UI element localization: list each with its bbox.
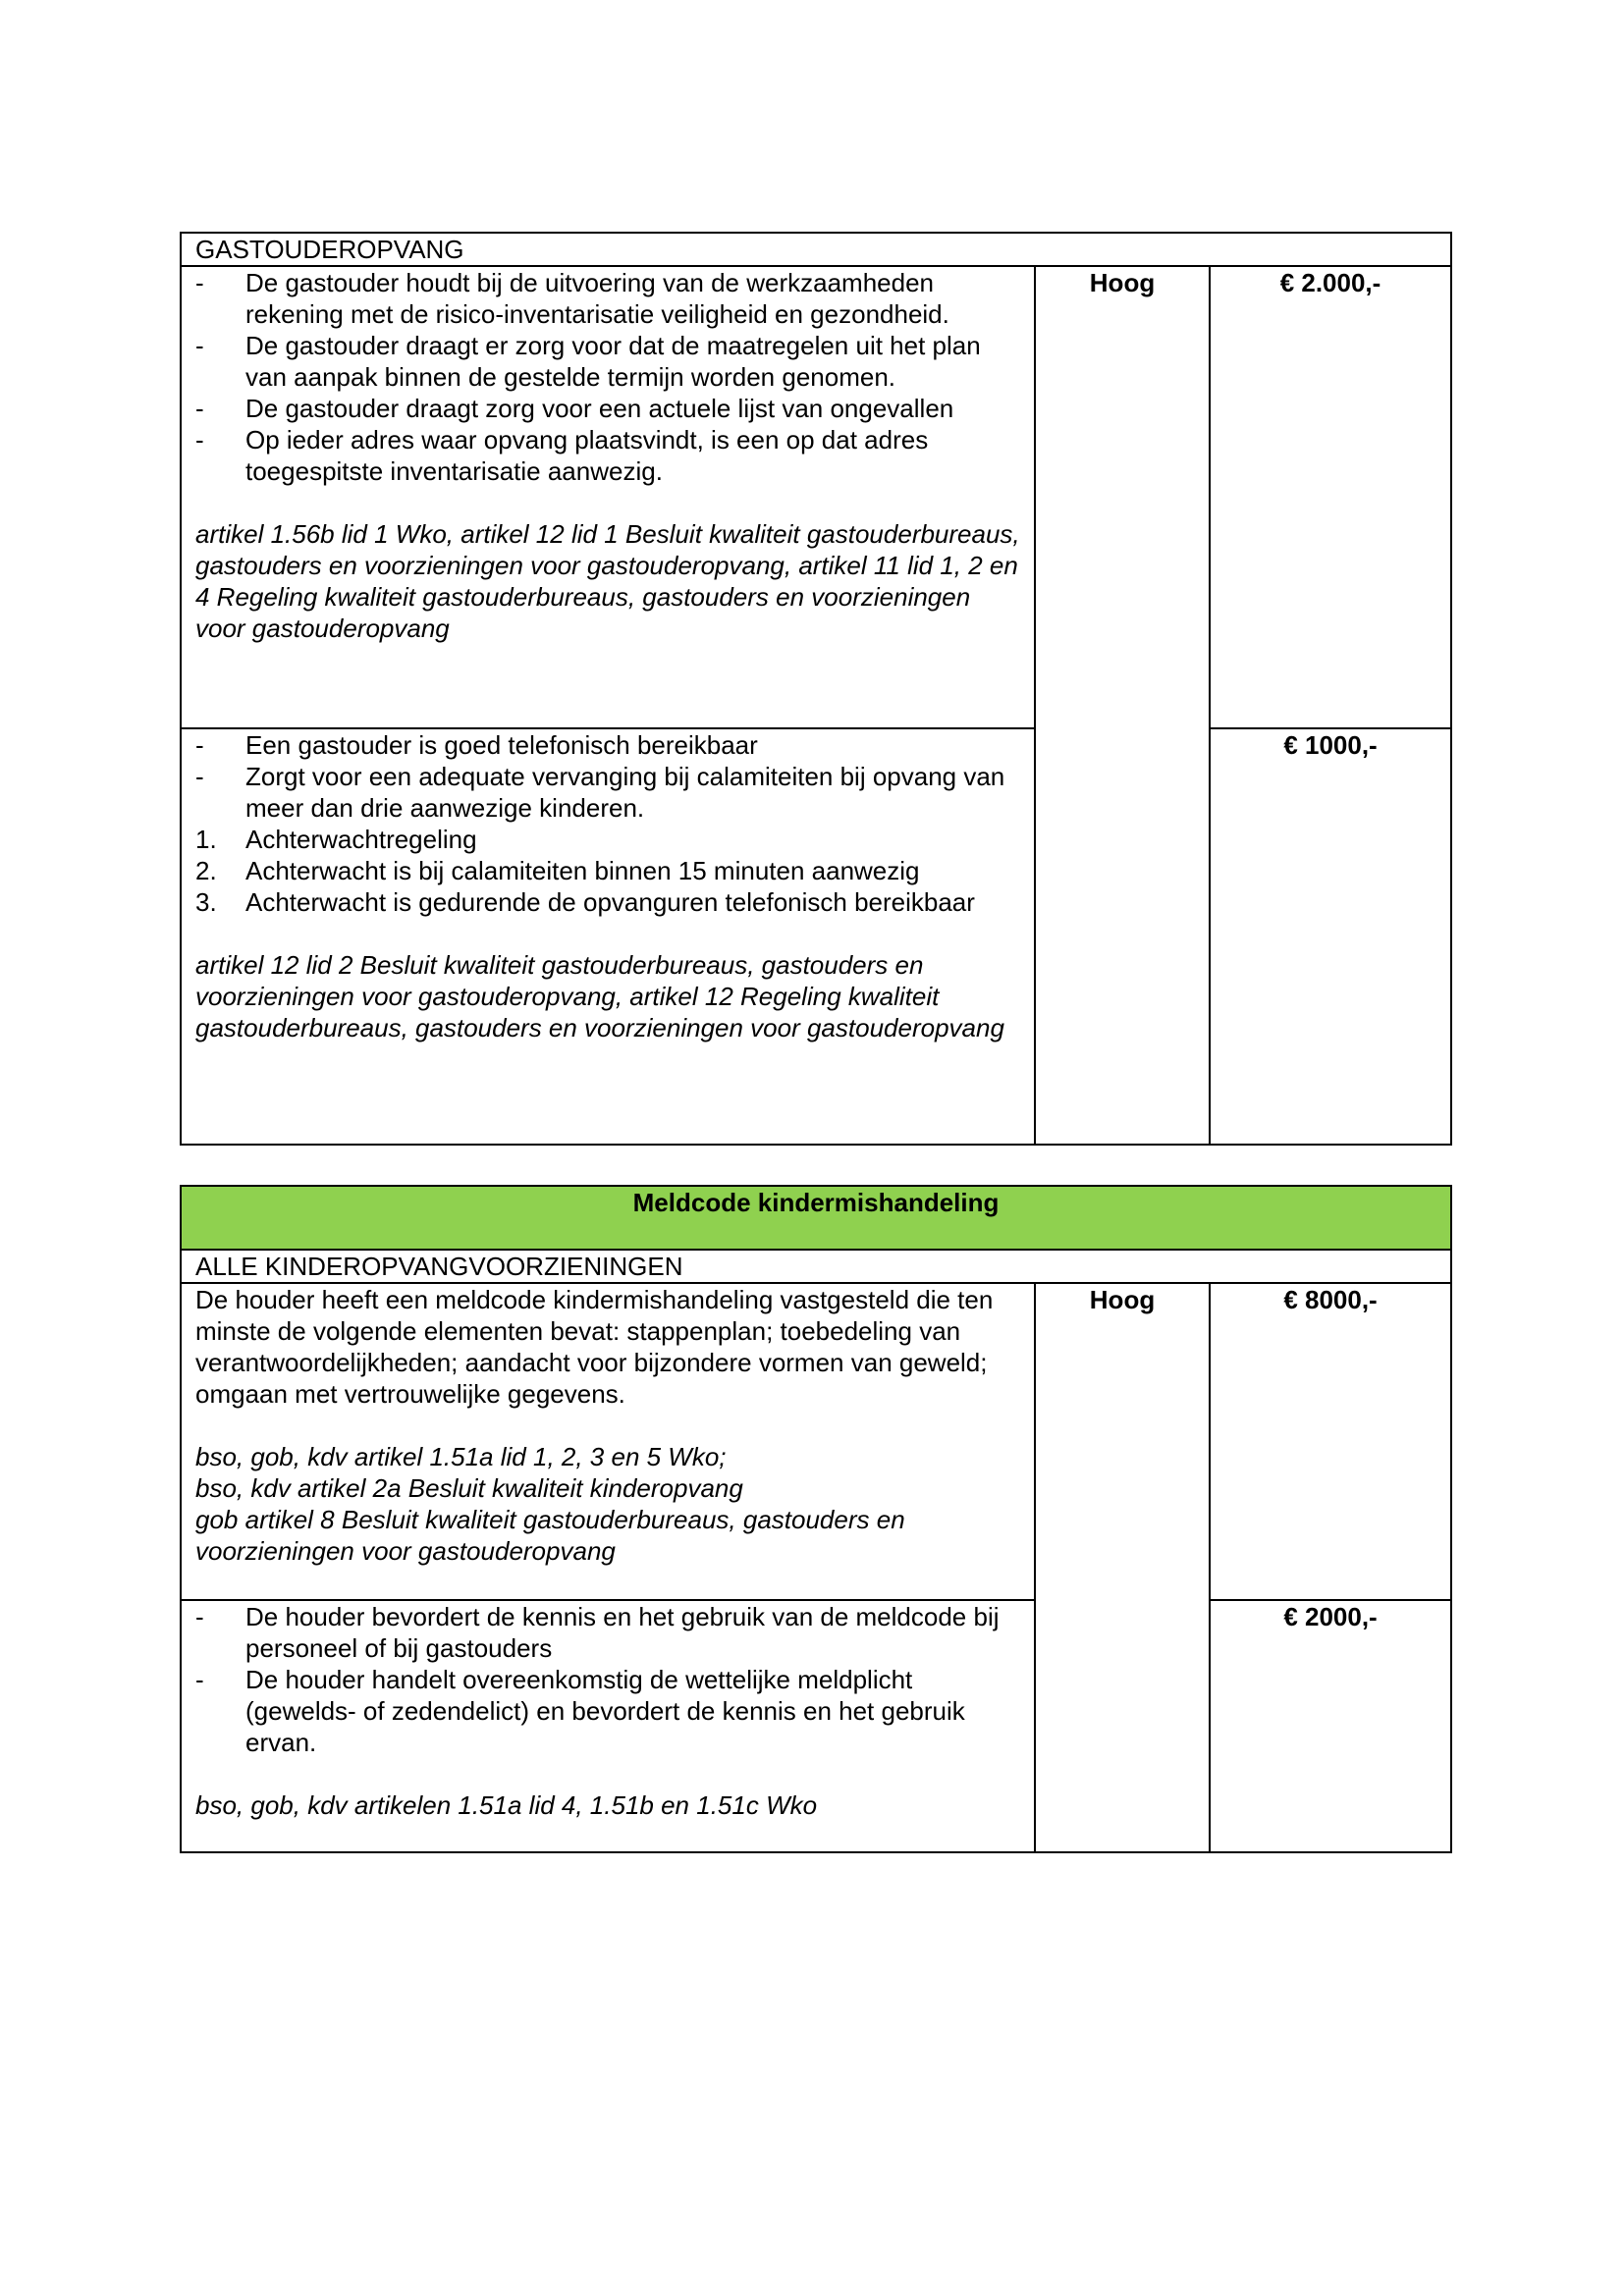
legal-reference: artikel 1.56b lid 1 Wko, artikel 12 lid 1 Besluit kwaliteit gastouderbureaus, gastouders en voorzieningen voor gastouderopvang, artikel 11 lid 1, 2 en 4 Regeling kwaliteit gastouderbureaus, gastouders en voorzieningen voor gastouderopvang (195, 519, 1020, 643)
list-item: - Zorgt voor een adequate vervanging bij calamiteiten bij opvang van meer dan drie aanwezige kinderen. (195, 762, 1005, 823)
list-item: - De houder handelt overeenkomstig de wettelijke meldplicht (gewelds- of zedendelict) en bevordert de kennis en het gebruik ervan. (195, 1665, 965, 1757)
list-item: - De houder bevordert de kennis en het gebruik van de meldcode bij personeel of bij gastouders (195, 1602, 1000, 1663)
meldcode-block1 (181, 1283, 1035, 1600)
meldcode-block2 (181, 1600, 1035, 1852)
fine-amount: € 8000,- (1210, 1283, 1451, 1600)
gastouderopvang-heading: GASTOUDEROPVANG (181, 233, 1451, 266)
legal-reference: bso, kdv artikel 2a Besluit kwaliteit kinderopvang (195, 1473, 743, 1503)
fine-amount: € 1000,- (1210, 728, 1451, 1145)
fine-amount: € 2000,- (1210, 1600, 1451, 1852)
numbered-item: 2. Achterwacht is bij calamiteiten binnen 15 minuten aanwezig (195, 856, 920, 885)
gastouderopvang-table (180, 232, 1452, 1146)
gastouderopvang-block2-list (195, 729, 1020, 824)
fine-amount: € 2.000,- (1210, 266, 1451, 728)
gastouderopvang-block1 (181, 266, 1035, 728)
list-item: - De gastouder draagt er zorg voor dat de maatregelen uit het plan van aanpak binnen de gestelde termijn worden genomen. (195, 331, 981, 392)
legal-reference: gob artikel 8 Besluit kwaliteit gastouderbureaus, gastouders en voorzieningen voor gastouderopvang (195, 1505, 905, 1566)
legal-reference: bso, gob, kdv artikel 1.51a lid 1, 2, 3 en 5 Wko; (195, 1442, 727, 1471)
legal-reference: bso, gob, kdv artikelen 1.51a lid 4, 1.51b en 1.51c Wko (195, 1790, 818, 1820)
list-item: - Op ieder adres waar opvang plaatsvindt, is een op dat adres toegespitste inventarisatie aanwezig. (195, 425, 929, 486)
meldcode-heading: ALLE KINDEROPVANGVOORZIENINGEN (181, 1250, 1451, 1283)
meldcode-block2-list (195, 1601, 1020, 1758)
risk-level: Hoog (1035, 1283, 1210, 1852)
gastouderopvang-block2 (181, 728, 1035, 1145)
list-item: - De gastouder draagt zorg voor een actuele lijst van ongevallen (195, 394, 954, 423)
achterwacht-list (195, 824, 1020, 918)
numbered-item: 3. Achterwacht is gedurende de opvanguren telefonisch bereikbaar (195, 887, 975, 917)
numbered-item: 1. Achterwachtregeling (195, 825, 477, 854)
list-item: - De gastouder houdt bij de uitvoering van de werkzaamheden rekening met de risico-inventarisatie veiligheid en gezondheid. (195, 268, 949, 329)
risk-level: Hoog (1035, 266, 1210, 1145)
list-item: - Een gastouder is goed telefonisch bereikbaar (195, 730, 758, 760)
legal-reference: artikel 12 lid 2 Besluit kwaliteit gastouderbureaus, gastouders en voorzieningen voor gastouderopvang, artikel 12 Regeling kwaliteit gastouderbureaus, gastouders en voorzieningen voor gastouderopvang (195, 950, 1004, 1042)
meldcode-table (180, 1185, 1452, 1853)
meldcode-description: De houder heeft een meldcode kindermishandeling vastgesteld die ten minste de volgende elementen bevat: stappenplan; toebedeling van verantwoordelijkheden; aandacht voor bijzondere vormen van geweld; omgaan met vertrouwelijke gegevens. (195, 1285, 994, 1409)
gastouderopvang-block1-list (195, 267, 1020, 487)
section-title: Meldcode kindermishandeling (181, 1186, 1451, 1250)
